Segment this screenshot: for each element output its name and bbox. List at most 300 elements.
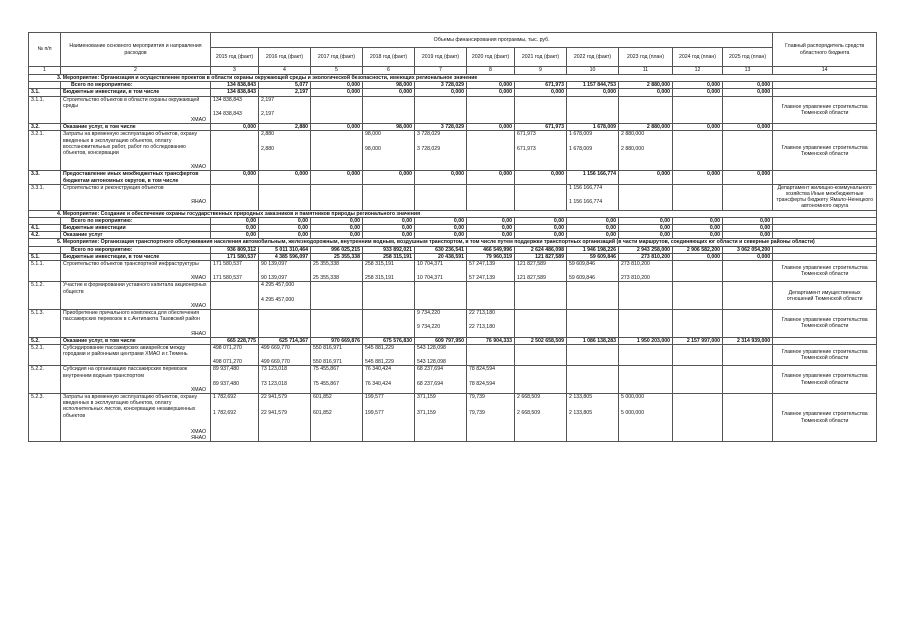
value-cell [211,366,259,394]
value-region: 601,852 [313,410,332,417]
value-cell [467,282,515,310]
header-year: 2016 год (факт) [259,48,311,67]
value-cell: 970 669,876 [311,337,363,344]
value-cell: 134 838,843 [211,82,259,89]
value-cell [259,131,311,171]
detail-row [29,310,877,338]
row-number: 3.2.1. [29,131,61,171]
region-label: ХМАО [190,164,206,171]
value-cell: 98,000 [363,124,415,131]
value-cell: 671,973 [515,82,567,89]
detail-row [29,393,877,441]
financing-table [28,32,877,442]
row-number: 3.2. [29,124,61,131]
value-cell: 59 609,846 [567,253,619,260]
value-cell [311,344,363,365]
total-row [29,82,877,89]
header-year: 2015 год (факт) [211,48,259,67]
recipient-cell: Департамент жилищно-коммунального хозяйства Иные межбюджетные трансферты бюджету Ямало-Ненецкого автономного округа [773,184,877,210]
value-cell: 98,000 [363,82,415,89]
value-main: 22 941,579 [261,393,287,400]
value-cell: 0,00 [467,225,515,232]
value-cell: 0,00 [515,225,567,232]
value-cell [467,366,515,394]
value-main: 79,739 [469,393,485,400]
total-row [29,232,877,239]
value-main: 550 816,971 [313,344,342,351]
recipient-cell [773,337,877,344]
value-cell: 0,000 [467,89,515,96]
value-cell [467,310,515,338]
value-region: 2,880 [261,145,274,152]
column-number-row [29,67,877,75]
value-cell [363,344,415,365]
value-cell: 0,000 [723,253,773,260]
value-cell [415,366,467,394]
value-cell: 0,00 [363,232,415,239]
value-cell [515,310,567,338]
recipient-cell: Департамент имущественных отношений Тюменской области [773,282,877,310]
value-main: 90 139,097 [261,261,287,268]
recipient-cell [773,82,877,89]
value-cell: 933 892,021 [363,246,415,253]
value-main: 121 827,589 [517,261,546,268]
value-cell: 996 025,215 [311,246,363,253]
value-cell: 0,00 [723,232,773,239]
row-name [61,184,211,210]
row-number: 5.1. [29,253,61,260]
value-cell: 2,197 [259,89,311,96]
value-region: 76 340,424 [365,380,391,387]
value-cell [415,282,467,310]
value-main: 76 340,424 [365,366,391,373]
row-number [29,82,61,89]
row-name: Оказание услуг, в том числе [61,124,211,131]
row-name-text: Строительство объектов транспортной инфраструктуры [63,261,199,268]
row-number: 5.2.1. [29,344,61,365]
value-region: 134 838,843 [213,110,242,117]
value-cell: 1 946 198,226 [567,246,619,253]
value-cell [363,282,415,310]
value-cell [311,393,363,441]
section-title: 5. Мероприятие: Организация транспортного обслуживания населения автомобильным, железнодорожным, внутренним водным, воздушным транспортом, в том числе путем поддержки транспортных организаций (в части маршрутов, соединяющих юг области и северные районы области) [29,239,877,246]
value-cell: 0,00 [259,232,311,239]
value-cell: 2 906 582,200 [673,246,723,253]
value-main: 73 123,018 [261,366,287,373]
detail-row [29,131,877,171]
row-name-text: Строительство и реконструкция объектов [63,184,164,191]
header-year: 2019 год (факт) [415,48,467,67]
value-cell: 0,000 [467,82,515,89]
column-number: 2 [61,67,211,75]
value-cell: 1 678,009 [567,124,619,131]
value-cell: 0,00 [723,225,773,232]
row-name-text: Участие в формировании уставного капитала акционерных обществ [63,282,207,295]
value-cell [619,261,673,282]
header-row-1 [29,33,877,48]
value-region: 2 668,509 [517,410,541,417]
value-cell [567,131,619,171]
value-cell: 0,000 [467,124,515,131]
value-main: 498 071,270 [213,344,242,351]
section-title: 4. Мероприятие: Создание и обеспечение охраны государственных природных заказников и памятников природы регионального значения [29,210,877,217]
value-cell [619,96,673,124]
value-cell [619,344,673,365]
value-cell: 0,000 [311,171,363,184]
value-cell: 1 156 166,774 [567,171,619,184]
row-name: Оказание услуг [61,232,211,239]
column-number: 4 [259,67,311,75]
value-cell: 0,000 [363,171,415,184]
region-label: ЯНАО [191,330,206,337]
value-cell: 0,00 [363,225,415,232]
value-cell [723,310,773,338]
section-title: 3. Мероприятие: Организация и осуществление проектов в области охраны окружающей среды и экологической безопасности, имеющих региональное значение [29,75,877,82]
header-name: Наименование основного мероприятия и направления расходов [61,33,211,67]
row-number: 3.1. [29,89,61,96]
value-cell: 2 624 486,098 [515,246,567,253]
value-cell: 258 315,191 [363,253,415,260]
value-cell: 0,000 [723,89,773,96]
value-cell: 0,00 [619,232,673,239]
row-number: 5.2. [29,337,61,344]
column-number: 13 [723,67,773,75]
value-cell [673,131,723,171]
value-region: 90 139,097 [261,275,287,282]
value-cell: 0,00 [259,217,311,224]
value-cell [723,96,773,124]
value-cell: 4 385 596,097 [259,253,311,260]
value-cell: 0,000 [673,124,723,131]
section-row [29,75,877,82]
value-cell: 0,000 [619,171,673,184]
recipient-cell [773,217,877,224]
value-cell [211,261,259,282]
value-cell: 0,00 [673,232,723,239]
value-cell: 0,00 [467,232,515,239]
value-cell [467,131,515,171]
value-main: 5 000,000 [621,393,645,400]
value-cell: 0,000 [673,82,723,89]
value-cell [363,261,415,282]
value-cell [311,96,363,124]
value-cell: 0,00 [211,217,259,224]
value-cell: 0,000 [259,171,311,184]
value-cell: 0,000 [211,171,259,184]
value-region: 371,159 [417,410,436,417]
header-year: 2025 год (план) [723,48,773,67]
value-cell [515,131,567,171]
row-name [61,261,211,282]
value-cell: 1 086 138,283 [567,337,619,344]
value-cell: 79 960,319 [467,253,515,260]
value-cell: 0,000 [467,171,515,184]
recipient-cell [773,124,877,131]
value-cell: 5,077 [259,82,311,89]
row-name-text: Затраты на временную эксплуатацию объектов, охрану введенных в эксплуатацию объектов, оплату восстановительных работ, работ по обследованию объектов, консервации [63,131,198,157]
value-cell [515,344,567,365]
value-cell [723,261,773,282]
value-cell: 0,000 [311,82,363,89]
region-label: ЯНАО [191,434,206,441]
header-volume: Объемы финансирования программы, тыс. руб. [211,33,773,48]
value-cell [415,96,467,124]
value-cell: 25 355,338 [311,253,363,260]
value-cell [723,393,773,441]
value-cell [311,261,363,282]
row-number: 5.1.1. [29,261,61,282]
value-cell: 0,000 [567,89,619,96]
value-cell: 0,00 [311,232,363,239]
value-cell [415,131,467,171]
detail-row [29,96,877,124]
value-cell: 665 228,775 [211,337,259,344]
value-cell [415,393,467,441]
total-row [29,253,877,260]
value-region: 89 937,480 [213,380,239,387]
value-main: 371,159 [417,393,436,400]
recipient-cell [773,171,877,184]
value-main: 75 455,867 [313,366,339,373]
region-label: ХМАО [190,117,206,124]
value-cell [211,393,259,441]
value-cell: 0,000 [723,171,773,184]
value-region: 25 355,338 [313,275,339,282]
section-row [29,210,877,217]
value-cell: 134 838,843 [211,89,259,96]
value-region: 5 000,000 [621,410,645,417]
value-cell: 0,00 [259,225,311,232]
value-cell [259,184,311,210]
value-cell: 630 236,541 [415,246,467,253]
row-name: Всего по мероприятию: [61,217,211,224]
recipient-cell: Главное управление строительства Тюменской области [773,96,877,124]
value-cell [259,96,311,124]
value-cell [567,310,619,338]
row-name [61,366,211,394]
value-cell [311,282,363,310]
row-name-text: Строительство объектов в области охраны окружающей среды [63,96,200,109]
header-year: 2021 год (факт) [515,48,567,67]
value-cell: 0,00 [415,225,467,232]
value-cell [363,184,415,210]
detail-row [29,184,877,210]
value-cell [515,366,567,394]
value-cell: 76 904,333 [467,337,515,344]
row-number: 3.1.1. [29,96,61,124]
value-region: 79,739 [469,410,485,417]
value-cell: 675 576,830 [363,337,415,344]
total-row [29,246,877,253]
value-region: 550 816,971 [313,359,342,366]
value-main: 601,852 [313,393,332,400]
value-cell [619,310,673,338]
value-main: 57 247,139 [469,261,495,268]
recipient-cell: Главное управление строительства Тюменской области [773,344,877,365]
value-cell [211,282,259,310]
column-number: 8 [467,67,515,75]
value-cell [415,261,467,282]
value-cell: 0,00 [619,217,673,224]
value-region: 273 810,200 [621,275,650,282]
value-region: 22 713,180 [469,324,495,331]
value-region: 171 580,537 [213,275,242,282]
value-cell [673,261,723,282]
value-cell [567,393,619,441]
value-region: 1 678,009 [569,145,593,152]
row-name: Бюджетные инвестиции, в том числе [61,253,211,260]
value-cell: 2 943 258,000 [619,246,673,253]
row-name: Предоставление иных межбюджетных трансфертов бюджетам автономных округов, в том числе [61,171,211,184]
value-cell [515,393,567,441]
value-cell: 0,000 [515,171,567,184]
value-cell: 0,00 [363,217,415,224]
value-cell: 0,00 [211,232,259,239]
recipient-cell: Главное управление строительства Тюменской области [773,366,877,394]
value-region: 498 071,270 [213,359,242,366]
row-number: 5.2.2. [29,366,61,394]
value-main: 4 295 457,000 [261,282,295,289]
value-cell [259,310,311,338]
value-cell: 0,00 [311,217,363,224]
value-cell: 0,00 [311,225,363,232]
value-region: 1 782,692 [213,410,237,417]
value-main: 3 728,029 [417,131,441,138]
value-region: 3 728,029 [417,145,441,152]
value-cell [619,131,673,171]
row-name [61,96,211,124]
section-row [29,239,877,246]
value-cell: 0,00 [515,232,567,239]
value-region: 68 237,694 [417,380,443,387]
detail-row [29,261,877,282]
value-cell: 0,000 [515,89,567,96]
column-number: 14 [773,67,877,75]
value-cell: 0,000 [415,171,467,184]
value-cell [363,393,415,441]
value-cell: 5 011 310,464 [259,246,311,253]
value-cell: 0,000 [673,89,723,96]
value-cell: 625 714,367 [259,337,311,344]
value-cell [619,366,673,394]
value-cell [211,131,259,171]
value-cell: 0,000 [723,124,773,131]
value-cell [211,184,259,210]
row-name-text: Субсидирование пассажирских авиарейсов между городами и районными центрами ХМАО и г.Тюмень [63,344,188,358]
value-cell: 2 502 658,509 [515,337,567,344]
column-number: 6 [363,67,415,75]
value-cell [673,184,723,210]
value-cell [515,261,567,282]
value-region: 73 123,018 [261,380,287,387]
value-cell: 3 062 054,200 [723,246,773,253]
header-recipient: Главный распорядитель средств областного бюджета [773,33,877,67]
value-cell [673,310,723,338]
value-main: 2 880,000 [621,131,645,138]
value-region: 75 455,867 [313,380,339,387]
value-cell: 0,00 [467,217,515,224]
recipient-cell [773,232,877,239]
value-cell [515,282,567,310]
value-cell: 273 810,200 [619,253,673,260]
header-year: 2024 год (план) [673,48,723,67]
value-main: 9 734,220 [417,310,441,317]
value-cell [311,131,363,171]
value-cell: 0,00 [619,225,673,232]
value-cell [567,261,619,282]
value-cell: 0,000 [723,82,773,89]
value-cell [723,366,773,394]
total-row [29,171,877,184]
value-cell: 0,000 [673,253,723,260]
header-year: 2018 год (факт) [363,48,415,67]
column-number: 1 [29,67,61,75]
value-cell: 466 549,996 [467,246,515,253]
row-name [61,393,211,441]
value-cell: 671,973 [515,124,567,131]
value-cell [363,310,415,338]
header-year: 2017 год (факт) [311,48,363,67]
value-main: 22 713,180 [469,310,495,317]
value-cell: 2 880,000 [619,82,673,89]
row-number: 5.1.3. [29,310,61,338]
value-cell [467,96,515,124]
value-cell: 0,00 [515,217,567,224]
value-region: 2 880,000 [621,145,645,152]
value-cell: 0,00 [673,225,723,232]
recipient-cell: Главное управление строительства Тюменской области [773,393,877,441]
value-cell [673,393,723,441]
value-cell: 0,00 [567,225,619,232]
value-cell: 0,00 [567,217,619,224]
header-no: № п/п [29,33,61,67]
value-cell [673,96,723,124]
value-main: 199,577 [365,393,384,400]
value-cell [259,366,311,394]
value-main: 2,880 [261,131,274,138]
value-cell [415,310,467,338]
value-cell: 0,00 [415,217,467,224]
value-cell [467,344,515,365]
total-row [29,337,877,344]
value-main: 2,197 [261,96,274,103]
header-year: 2020 год (факт) [467,48,515,67]
total-row [29,225,877,232]
value-cell [211,344,259,365]
value-cell: 936 809,312 [211,246,259,253]
financing-table-wrapper [28,32,876,442]
recipient-cell [773,253,877,260]
value-region: 10 704,371 [417,275,443,282]
recipient-cell [773,225,877,232]
value-cell [467,184,515,210]
total-row [29,217,877,224]
value-cell: 2 314 939,000 [723,337,773,344]
value-cell: 0,000 [311,89,363,96]
value-cell [673,366,723,394]
value-cell [515,96,567,124]
value-cell [515,184,567,210]
value-main: 98,000 [365,131,381,138]
value-main: 134 838,843 [213,96,242,103]
row-number: 3.3.1. [29,184,61,210]
column-number: 7 [415,67,467,75]
row-number: 4.1. [29,225,61,232]
value-main: 545 881,229 [365,344,394,351]
row-number: 4.2. [29,232,61,239]
value-region: 57 247,139 [469,275,495,282]
detail-row [29,366,877,394]
